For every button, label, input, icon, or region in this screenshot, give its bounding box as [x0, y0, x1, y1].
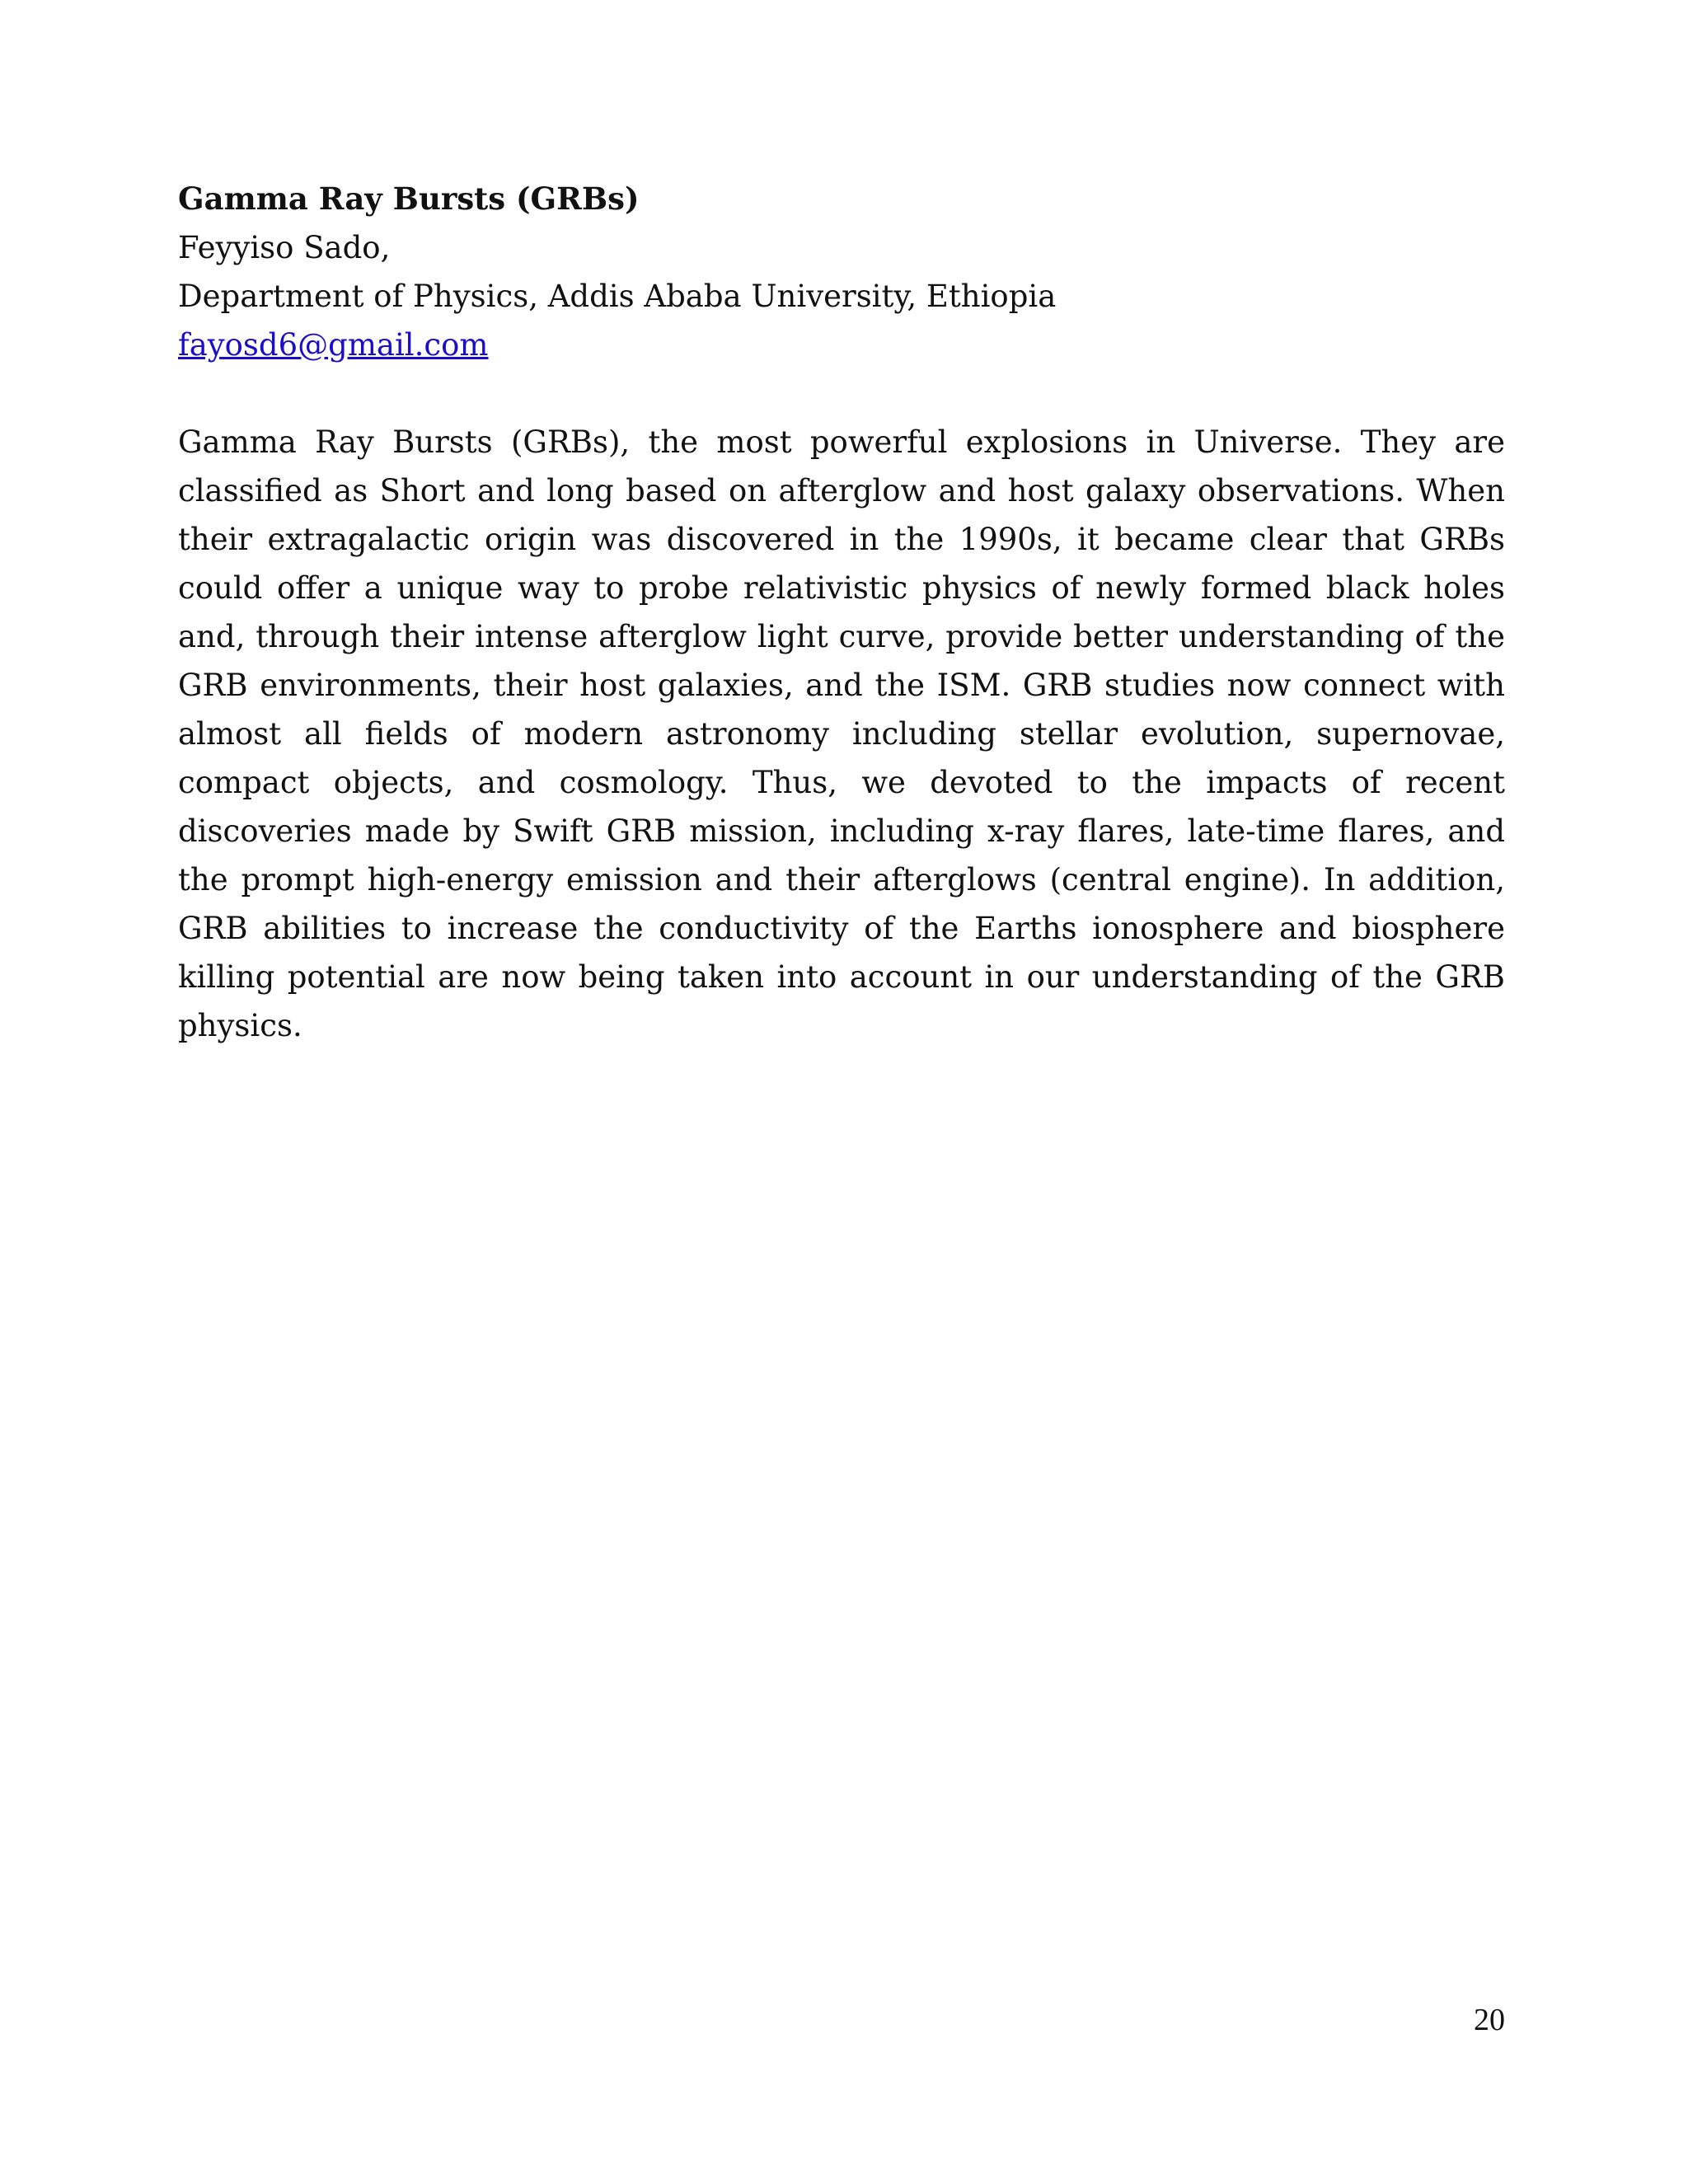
- paper-title: Gamma Ray Bursts (GRBs): [178, 180, 640, 217]
- author-email-line: [178, 321, 1505, 369]
- author-name: Feyyiso Sado,: [178, 230, 391, 265]
- author-affiliation: Department of Physics, Addis Ababa University, Ethiopia: [178, 279, 1057, 314]
- page-number: 20: [1474, 2003, 1505, 2037]
- author-email-link[interactable]: fayosd6@gmail.com: [178, 327, 489, 363]
- abstract-paragraph: Gamma Ray Bursts (GRBs), the most powerful explosions in Universe. They are classified as Short and long based on afterglow and host galaxy observations. When their extragalactic origin was discovered in the 1990s, it became clear that GRBs could offer a unique way to probe relativistic physics of newly formed black holes and, through their intense afterglow light curve, provide better understanding of the GRB environments, their host galaxies, and the ISM. GRB studies now connect with almost all fields of modern astronomy including stellar evolution, supernovae, compact objects, and cosmology. Thus, we devoted to the impacts of recent discoveries made by Swift GRB mission, including x-ray flares, late-time flares, and the prompt high-energy emission and their afterglows (central engine). In addition, GRB abilities to increase the conductivity of the Earths ionosphere and biosphere killing potential are now being taken into account in our understanding of the GRB physics.: [178, 424, 1505, 1043]
- paper-content: [178, 175, 1505, 1050]
